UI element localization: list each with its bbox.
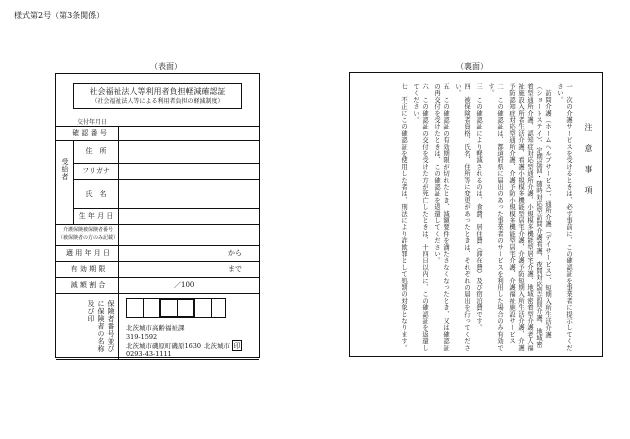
note-item: 五 この確認証の有効期限が切れたとき、減額要件を満たさなくなったとき、又は確認証の再交付を受けたときは、この確認証を返還してください。: [433, 83, 449, 351]
form-label: 様式第2号（第3条関係）: [14, 11, 105, 20]
applicable-date-label: 適 用 年 月 日: [66, 249, 110, 257]
back-side-label: （裏面）: [456, 62, 488, 71]
name-label: 氏 名: [85, 190, 107, 198]
insured-no-label: 介護保険被保険者番号: [62, 227, 113, 233]
note-item: 七 不正にこの確認証を使用した者は、刑法により詐欺罪として処罰の対象となります。: [400, 83, 407, 351]
insurer-phone: 0293-43-1111: [126, 350, 172, 358]
back-card: [349, 72, 603, 357]
issue-date-label: 交付年月日: [77, 119, 108, 126]
furigana-label: フリガナ: [82, 167, 110, 175]
row-line: [56, 224, 259, 225]
insurer-city: 北茨城市: [204, 342, 230, 350]
birth-label: 生 年 月 日: [78, 212, 114, 220]
insurer-seal: 印: [233, 341, 241, 350]
insurer-org: 北茨城市高齢福祉課: [126, 324, 185, 332]
row-line: [73, 179, 259, 180]
insured-no-note: （被保険者の方のみ記載）: [58, 235, 119, 241]
card-title: 社会福祉法人等利用者負担軽減確認証: [89, 87, 226, 96]
confirmation-no-label: 確 認 番 号: [72, 129, 107, 137]
row-line: [56, 140, 259, 141]
insurer-zip: 319-1592: [126, 333, 158, 341]
reduction-label: 減 額 割 合: [70, 281, 106, 289]
notes-heading: 注 意 事 項: [584, 123, 593, 196]
until-label: まで: [228, 265, 242, 273]
insurer-number-highlight: [159, 298, 195, 318]
row-line: [56, 261, 259, 262]
note-item: 六 この確認証の交付を受けた方が死亡したときは、十四日以内に、この確認証を返還してください。: [412, 83, 428, 351]
row-line: [56, 245, 259, 246]
row-line: [73, 208, 259, 209]
valid-period-label: 有 効 期 限: [70, 265, 106, 273]
row-line: [56, 293, 259, 294]
recipient-label: 受給者: [61, 158, 69, 181]
front-side-label: （表面）: [150, 62, 182, 71]
col-line: [118, 126, 119, 359]
front-card: [55, 73, 260, 358]
from-label: から: [228, 249, 242, 257]
insurer-number-boxes: [126, 298, 226, 318]
card-subtitle: （社会福祉法人等による利用者負担の軽減制度）: [91, 98, 224, 105]
row-line: [56, 277, 259, 278]
note-item: 三 この確認証により軽減されるのは、食費、居住費（滞在費）及び宿泊費です。: [475, 83, 482, 331]
note-item: 二 この確認証は、都道府県に届出のあった事業者のサービスを利用した場合のみ有効です。: [487, 83, 503, 351]
insurer-address: 北茨城市磯原町磯原1630: [126, 342, 202, 350]
note-item: 四 被保険者資格、氏名、住所等に変更があったときは、それぞれの届出を行ってください。: [454, 83, 470, 351]
note-item: 訪問介護（ホームヘルプサービス）、通所介護（デイサービス）、短期入所生活介護（ショートステイ）、定期巡回・随時対応型訪問介護看護、夜間対応型訪問介護、地域密着型通所介護、認知症対応型通所介護、小規模多機能型居宅介護、地域密着型介護老人福祉施設入所者生活介護、看護小規模多機能型居宅介護、介護予防短期入所生活介護、介護予防認知症対応型通所介護、介護予防小規模多機能型居宅介護、介護福祉施設サービス: [508, 83, 551, 351]
notes-container: [399, 83, 594, 351]
row-line: [56, 126, 259, 127]
row-line: [56, 359, 259, 360]
address-label: 住 所: [85, 147, 107, 155]
title-box: [73, 83, 242, 109]
reduction-value: ／100: [174, 281, 195, 289]
insurer-label: 保険者番号並びに保険者の名称及び印: [87, 300, 115, 353]
row-line: [73, 163, 259, 164]
note-item: 一 次の介護サービスを受けるときは、必ず事前に、この確認証を事業者に提示してください。: [556, 83, 572, 351]
